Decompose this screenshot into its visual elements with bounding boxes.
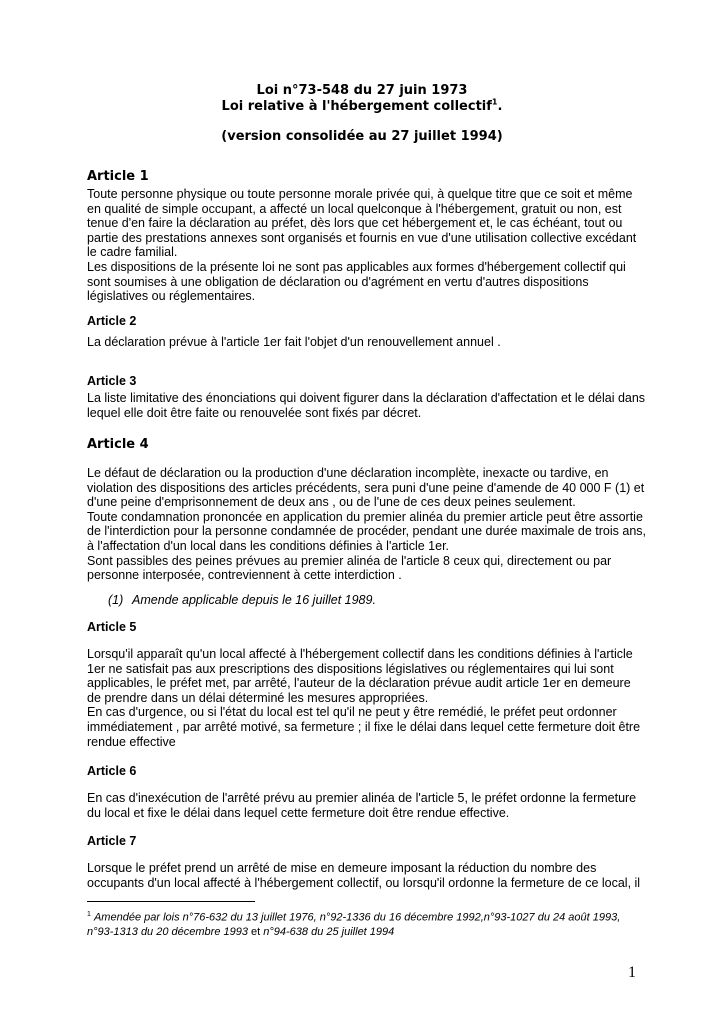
footnote-text-b: et	[247, 925, 264, 938]
article-3-body	[87, 391, 647, 420]
article-3-heading: Article 3	[87, 374, 137, 388]
article-6-heading: Article 6	[87, 764, 137, 778]
article-7-paragraph-1: Lorsque le préfet prend un arrêté de mise en demeure imposant la réduction du nombre des occupants d'un local affecté à l'hébergement collectif, ou lorsqu'il ordonne la fermeture de ce local, il	[87, 861, 641, 890]
article-6-paragraph-1: En cas d'inexécution de l'arrêté prévu au premier alinéa de l'article 5, le préfet ordonne la fermeture du local et fixe le délai dans lequel cette fermeture doit être rendue effective.	[87, 791, 637, 820]
title-footnote-ref: 1	[491, 97, 498, 107]
law-title-line2: Loi relative à l'hébergement collectif$^1$.	[221, 97, 503, 114]
consolidated-version: (version consolidée au 27 juillet 1994)	[221, 129, 503, 144]
article-4-note-text: Amende applicable depuis le 16 juillet 1989.	[132, 593, 376, 607]
article-3-paragraph-1: La liste limitative des énonciations qui doivent figurer dans la déclaration d'affectation et le délai dans lequel elle doit être faite ou renouvelée sont fixés par décret.	[87, 391, 646, 420]
article-5-paragraph-2: En cas d'urgence, ou si l'état du local est tel qu'il ne peut y être remédié, le préfet peut ordonner immédiatement , par arrêté motivé, sa fermeture ; il fixe le délai dans lequel cette fermeture doit être rendue effective	[87, 705, 641, 749]
article-4-note-number: (1)	[108, 593, 124, 607]
footnote-separator	[87, 901, 255, 902]
law-title	[0, 83, 724, 115]
article-4-paragraph-1: Le défaut de déclaration ou la production d'une déclaration incomplète, inexacte ou tardive, en violation des dispositions des articles précédents, sera puni d'une peine d'amende de 40 000 F (1) et d'une peine d'emprisonnement de deux ans , ou de l'une de ces deux peines seulement.	[87, 466, 645, 510]
article-4-paragraph-3: Sont passibles des peines prévues au premier alinéa de l'article 8 ceux qui, directement ou par personne interposée, contreviennent à cette interdiction .	[87, 553, 612, 583]
page-number: 1	[628, 964, 636, 981]
article-5-heading: Article 5	[87, 620, 137, 634]
article-5-paragraph-1: Lorsqu'il apparaît qu'un local affecté à l'hébergement collectif dans les conditions définies à l'article 1er ne satisfait pas aux prescriptions des dispositions législatives ou réglementaires qui lui sont applicables, le préfet met, par arrêté, l'auteur de la déclaration prévue audit article 1er en demeure de prendre dans un délai déterminé les mesures appropriées.	[87, 647, 633, 705]
footnote	[87, 908, 647, 939]
article-4-note	[108, 593, 376, 608]
article-1-heading: Article 1	[87, 169, 149, 184]
footnote-text-c: n°94-638 du 25 juillet 1994	[263, 925, 395, 938]
article-1-paragraph-1: Toute personne physique ou toute personne morale privée qui, à quelque titre que ce soit et même en qualité de simple occupant, a affecté un local quelconque à l'hébergement, gratuit ou non, est tenue d'en faire la déclaration au préfet, dès lors que cet hébergement et, le cas échéant, tout ou partie des prestations annexes sont organisés et fournis en vue d'une utilisation collective excédant le cadre familial.	[87, 187, 637, 260]
article-4-paragraph-2: Toute condamnation prononcée en application du premier alinéa du premier article peut être assortie de l'interdiction pour la personne condamnée de procéder, pendant une durée maximale de trois ans, à l'affectation d'un local dans les conditions définies à l'article 1er.	[87, 509, 646, 553]
article-2-body	[87, 335, 647, 350]
footnote-ref: 1	[87, 911, 91, 918]
law-title-line1: Loi n°73-548 du 27 juin 1973	[256, 83, 468, 98]
article-2-paragraph-1: La déclaration prévue à l'article 1er fait l'objet d'un renouvellement annuel .	[87, 335, 501, 349]
article-5-body	[87, 647, 647, 749]
footnote-text-a: Amendée par lois n°76-632 du 13 juillet 1976, n°92-1336 du 16 décembre 1992,n°93-1027 du 24 août 1993, n°93-1313 du 20 décembre 1993	[87, 911, 621, 938]
article-4-body	[87, 466, 647, 583]
article-2-heading: Article 2	[87, 314, 137, 328]
article-7-body	[87, 861, 647, 890]
article-1-body	[87, 187, 647, 304]
article-4-heading: Article 4	[87, 437, 149, 452]
article-6-body	[87, 791, 647, 820]
article-7-heading: Article 7	[87, 834, 137, 848]
article-1-paragraph-2: Les dispositions de la présente loi ne sont pas applicables aux formes d'hébergement collectif qui sont soumises à une obligation de déclaration ou d'agrément en vertu d'autres dispositions législatives ou réglementaires.	[87, 259, 626, 304]
